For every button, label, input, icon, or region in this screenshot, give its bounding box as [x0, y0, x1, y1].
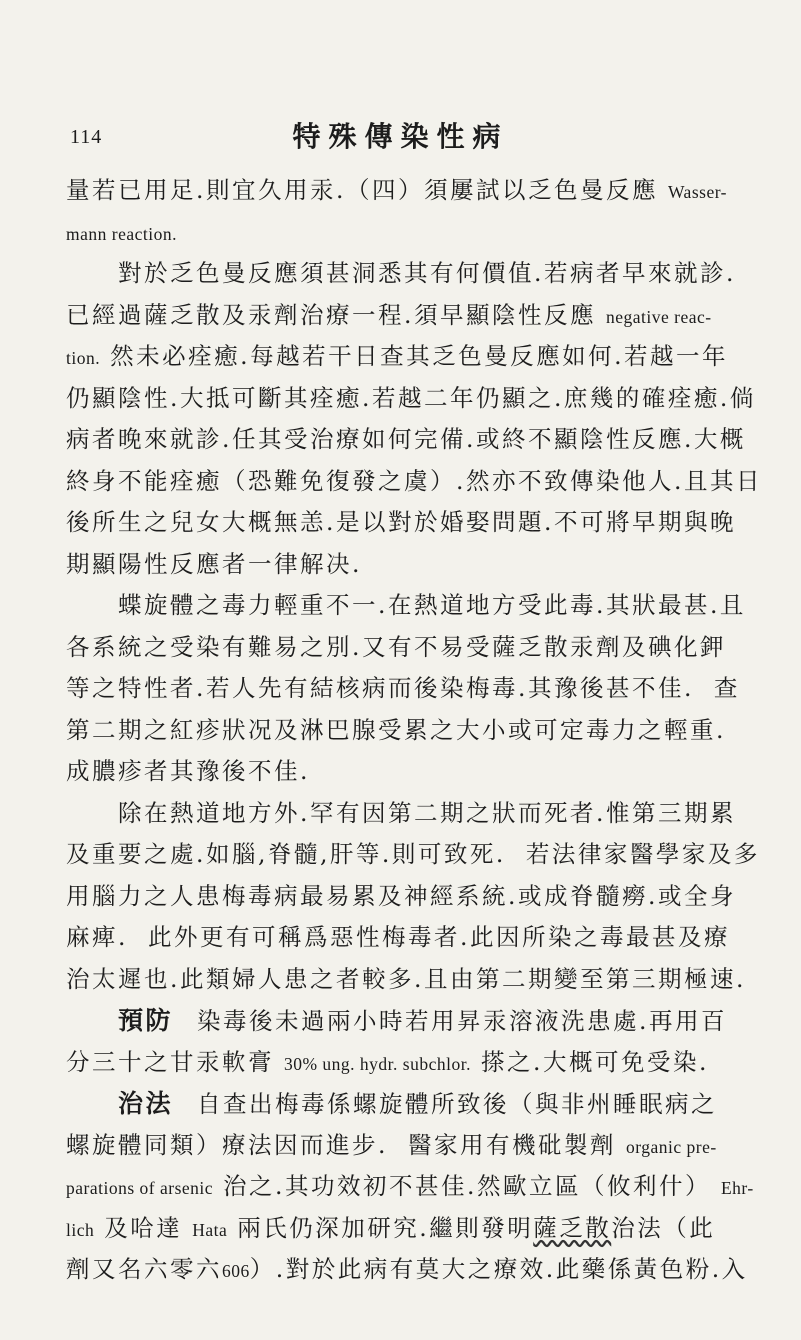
latin-term: parations of arsenic	[66, 1178, 214, 1198]
text-line	[66, 212, 776, 254]
section-heading-prevention: 預防	[118, 1006, 174, 1035]
drug-name-salvarsan: 薩乏散	[533, 1213, 612, 1242]
text-line	[66, 751, 776, 793]
text-run: 後所生之兒女大概無恙.是以對於婚娶問題.不可將早期與晚	[66, 508, 736, 536]
text-run: 及哈達	[104, 1213, 183, 1242]
text-run: 各系統之受染有難易之別.又有不易受薩乏散汞劑及碘化鉀	[66, 632, 726, 661]
text-line	[66, 544, 776, 586]
text-line	[66, 627, 776, 669]
text-line	[66, 419, 776, 461]
latin-term: Hata	[192, 1219, 228, 1240]
text-run: 麻痺.	[66, 923, 128, 951]
text-run: 醫家用有機砒製劑	[407, 1130, 616, 1159]
latin-term: tion.	[66, 348, 101, 368]
latin-term: negative reac-	[605, 306, 712, 327]
text-run: 若法律家醫學家及多	[525, 840, 760, 868]
text-line	[66, 668, 776, 710]
text-line	[66, 1166, 776, 1208]
text-run: 查	[713, 674, 740, 702]
page-number: 114	[70, 126, 103, 148]
text-run: 染毒後未過兩小時若用昇汞溶液洗患處.再用百	[197, 1007, 727, 1035]
running-title: 特殊傳染性病	[292, 120, 509, 153]
paragraph-start	[66, 1000, 776, 1042]
text-run: 此外更有可稱爲惡性梅毒者.此因所染之毒最甚及療	[147, 923, 730, 951]
text-run: 終身不能痊癒（恐難免復發之虞）.然亦不致傳染他人.且其日	[66, 466, 762, 495]
text-line	[66, 917, 776, 959]
text-run: 治太遲也.此類婦人患之者較多.且由第二期變至第三期極速.	[66, 964, 746, 993]
section-heading-treatment: 治法	[118, 1089, 174, 1118]
latin-term: Ehr-	[720, 1178, 754, 1198]
text-line	[66, 336, 776, 378]
paragraph-start	[66, 585, 776, 627]
text-line	[66, 959, 776, 1001]
text-line	[66, 502, 776, 544]
text-run: 劑又名六零六	[66, 1255, 222, 1283]
text-run: 已經過薩乏散及汞劑治療一程.須早顯陰性反應	[66, 300, 596, 329]
text-run: 等之特性者.若人先有結核病而後染梅毒.其豫後甚不佳.	[66, 674, 694, 702]
text-run: 蝶旋體之毒力輕重不一.在熱道地方受此毒.其狀最甚.且	[118, 591, 746, 619]
body-text	[66, 170, 776, 1291]
text-run: 期顯陽性反應者一律解决.	[66, 549, 362, 578]
paragraph-start	[66, 793, 776, 835]
text-line	[66, 876, 776, 918]
text-run: 治之.其功效初不甚佳.然歐立區（攸利什）	[223, 1172, 711, 1200]
latin-term: 606	[222, 1261, 250, 1281]
text-run: ）.對於此病有莫大之療效.此藥係黃色粉.入	[249, 1255, 748, 1283]
text-run: 除在熱道地方外.罕有因第二期之狀而死者.惟第三期累	[118, 798, 736, 827]
latin-term: Wasser-	[667, 182, 728, 202]
text-run: 仍顯陰性.大抵可斷其痊癒.若越二年仍顯之.庶幾的確痊癒.倘	[66, 383, 756, 412]
text-run: 成膿疹者其豫後不佳.	[66, 757, 310, 785]
text-run: 及重要之處.如腦,脊髓,肝等.則可致死.	[66, 840, 506, 868]
text-run: 螺旋體同類）療法因而進步.	[66, 1130, 388, 1159]
text-run: 自查出梅毒係螺旋體所致後（與非州睡眠病之	[197, 1090, 717, 1118]
text-run: 用腦力之人患梅毒病最易累及神經系統.或成脊髓癆.或全身	[66, 881, 736, 910]
text-run: 分三十之甘汞軟膏	[66, 1047, 274, 1076]
text-run: 病者晚來就診.任其受治療如何完備.或終不顯陰性反應.大概	[66, 425, 746, 453]
text-line	[66, 1249, 776, 1291]
text-run: 對於乏色曼反應須甚洞悉其有何價值.若病者早來就診.	[118, 259, 736, 287]
latin-term: mann reaction.	[66, 223, 177, 244]
text-run: 兩氏仍深加研究.繼則發明	[237, 1213, 534, 1242]
text-run: 搽之.大概可免受染.	[480, 1047, 709, 1076]
text-line	[66, 1125, 776, 1167]
paragraph-start	[66, 1083, 776, 1125]
text-run: 治法（此	[611, 1213, 716, 1242]
text-run: 第二期之紅疹狀况及淋巴腺受累之大小或可定毒力之輕重.	[66, 715, 726, 744]
paragraph-start	[66, 253, 776, 295]
text-line	[66, 461, 776, 503]
text-run: 然未必痊癒.每越若干日查其乏色曼反應如何.若越一年	[110, 342, 729, 370]
latin-term: 30% ung. hydr. subchlor.	[283, 1053, 471, 1074]
text-line	[66, 834, 776, 876]
text-line	[66, 1042, 776, 1084]
latin-term: lich	[66, 1219, 95, 1240]
text-run: 量若已用足.則宜久用汞.（四）須屢試以乏色曼反應	[66, 176, 658, 204]
text-line	[66, 710, 776, 752]
latin-term: organic pre-	[625, 1136, 717, 1157]
text-line	[66, 1208, 776, 1250]
text-line	[66, 378, 776, 420]
text-line	[66, 295, 776, 337]
text-line	[66, 170, 776, 212]
